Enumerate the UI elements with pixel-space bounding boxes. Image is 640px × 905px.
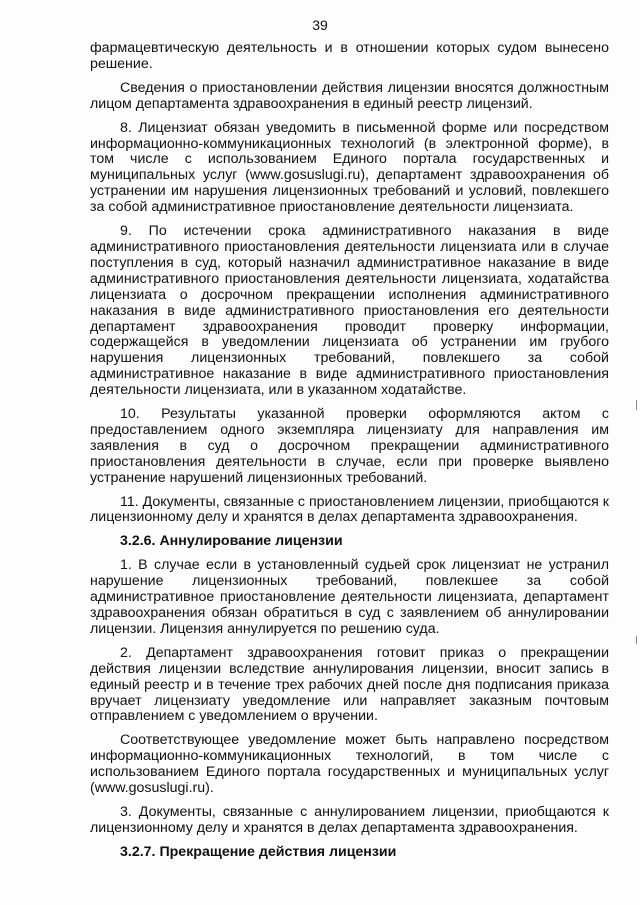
paragraph-326-item-2: 2. Департамент здравоохранения готовит приказ о прекращении действия лицензии вследствие аннулирования лицензии, вносит запись в единый реестр и в течение трех рабочих дней после дня подписания приказа вручает лицензиату уведомление или направляет заказным почтовым отправлением с уведомлением о вручении. <box>90 644 609 725</box>
paragraph-326-item-3: 3. Документы, связанные с аннулированием лицензии, приобщаются к лицензионному делу и хранятся в делах департамента здравоохранения. <box>90 803 609 836</box>
paragraph-continuation: фармацевтическую деятельность и в отношении которых судом вынесено решение. <box>90 40 609 72</box>
section-heading-3-2-7: 3.2.7. Прекращение действия лицензии <box>120 843 397 860</box>
page-number: 39 <box>312 17 328 33</box>
scan-edge-mark <box>636 636 637 644</box>
paragraph-item-8: 8. Лицензиат обязан уведомить в письменной форме или посредством информационно-коммуникационных технологий (в электронной форме), в том числе с использованием Единого портала государственных и муниципальных услуг (www.gosuslugi.ru), департамент здравоохранения об устранении им нарушения лицензионных требований и условий, повлекшего за собой административное приостановление деятельности лицензиата. <box>90 119 609 216</box>
scan-edge-mark <box>636 400 637 410</box>
paragraph-item-11: 11. Документы, связанные с приостановлением лицензии, приобщаются к лицензионному делу и хранятся в делах департамента здравоохранения. <box>90 493 609 526</box>
section-heading-3-2-6: 3.2.6. Аннулирование лицензии <box>120 533 343 550</box>
paragraph-suspension-registry: Сведения о приостановлении действия лицензии вносятся должностным лицом департамента здравоохранения в единый реестр лицензий. <box>90 79 609 112</box>
document-body <box>90 41 609 869</box>
paragraph-326-notice: Соответствующее уведомление может быть направлено посредством информационно-коммуникационных технологий, в том числе с использованием Единого портала государственных и муниципальных услуг (www.gosuslugi.ru). <box>90 732 609 797</box>
paragraph-326-item-1: 1. В случае если в установленный судьей срок лицензиат не устранил нарушение лицензионных требований, повлекшее за собой административное приостановление деятельности лицензиата, департамент здравоохранения обязан обратиться в суд с заявлением об аннулировании лицензии. Лицензия аннулируется по решению суда. <box>90 557 609 637</box>
paragraph-item-9: 9. По истечении срока административного наказания в виде административного приостановления деятельности лицензиата или в случае поступления в суд, который назначил административное наказание в виде административного приостановления деятельности лицензиата, ходатайства лицензиата о досрочном прекращении исполнения административного наказания в виде административного приостановления его деятельности департамент здравоохранения проводит проверку информации, содержащейся в уведомлении лицензиата об устранении им грубого нарушения лицензионных требований, повлекшего за собой административное наказание в виде административного приостановления деятельности лицензиата, или в указанном ходатайстве. <box>90 223 609 399</box>
paragraph-item-10: 10. Результаты указанной проверки оформляются актом с предоставлением одного экземпляра лицензиату для направления им заявления в суд о досрочном прекращении административного приостановления деятельности в случае, если при проверке выявлено устранение нарушений лицензионных требований. <box>90 406 609 486</box>
